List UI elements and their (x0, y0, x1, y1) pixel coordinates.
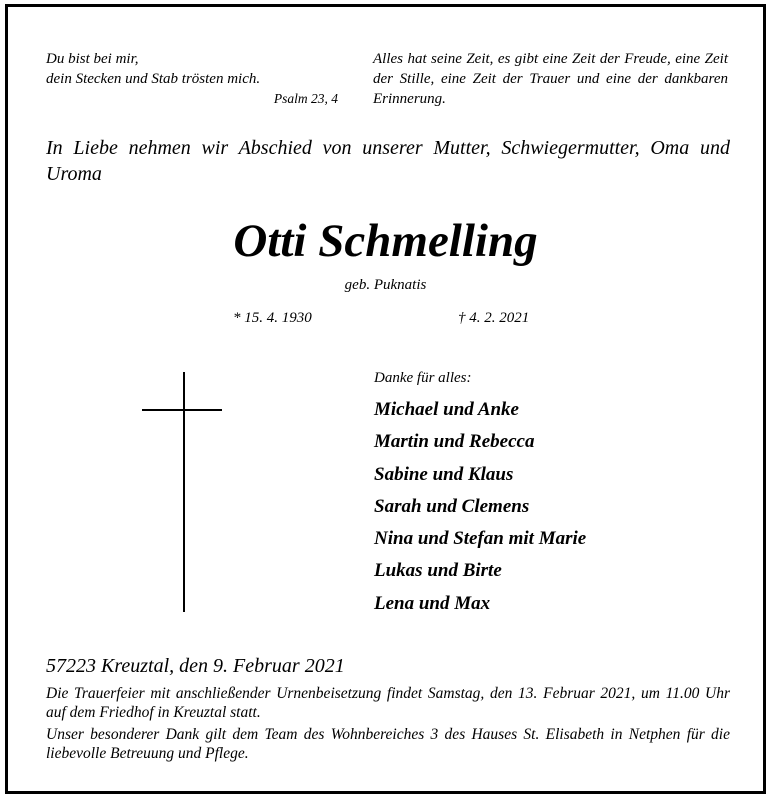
intro-text: In Liebe nehmen wir Abschied von unserer Mutter, Schwiegermutter, Oma und Uroma (46, 137, 730, 185)
family-member: Sarah und Clemens (374, 495, 530, 517)
family-member: Sabine und Klaus (374, 463, 514, 485)
family-member: Lena und Max (374, 592, 491, 614)
psalm-line-2: dein Stecken und Stab trösten mich. (46, 71, 261, 87)
psalm-reference: Psalm 23, 4 (273, 91, 338, 106)
family-member: Lukas und Birte (374, 560, 502, 582)
time-quote: Alles hat seine Zeit, es gibt eine Zeit der Freude, eine Zeit der Stille, eine Zeit der Trauer und eine der dankbaren Erinnerung. (373, 51, 728, 107)
family-member: Michael und Anke (374, 399, 519, 420)
place-date: 57223 Kreuztal, den 9. Februar 2021 (46, 655, 345, 677)
cross-icon-vertical (183, 372, 185, 612)
psalm-line-1: Du bist bei mir, (46, 51, 139, 67)
psalm-quote (46, 49, 338, 109)
gratitude-notice: Unser besonderer Dank gilt dem Team des Wohnbereiches 3 des Hauses St. Elisabeth in Netphen für die liebevolle Betreuung und Pflege. (46, 726, 730, 762)
death-date: † 4. 2. 2021 (458, 310, 530, 326)
thanks-label: Danke für alles: (374, 370, 472, 386)
family-member: Martin und Rebecca (374, 431, 535, 453)
birth-date: * 15. 4. 1930 (233, 310, 312, 326)
maiden-name: geb. Puknatis (344, 277, 427, 293)
obituary-notice (5, 4, 766, 794)
cross-icon-horizontal (142, 409, 222, 411)
family-list (374, 399, 586, 625)
deceased-name: Otti Schmelling (233, 215, 538, 267)
family-member: Nina und Stefan mit Marie (374, 528, 587, 550)
funeral-notice: Die Trauerfeier mit anschließender Urnenbeisetzung findet Samstag, den 13. Februar 2021, um 11.00 Uhr auf dem Friedhof in Kreuztal statt. (46, 685, 730, 721)
